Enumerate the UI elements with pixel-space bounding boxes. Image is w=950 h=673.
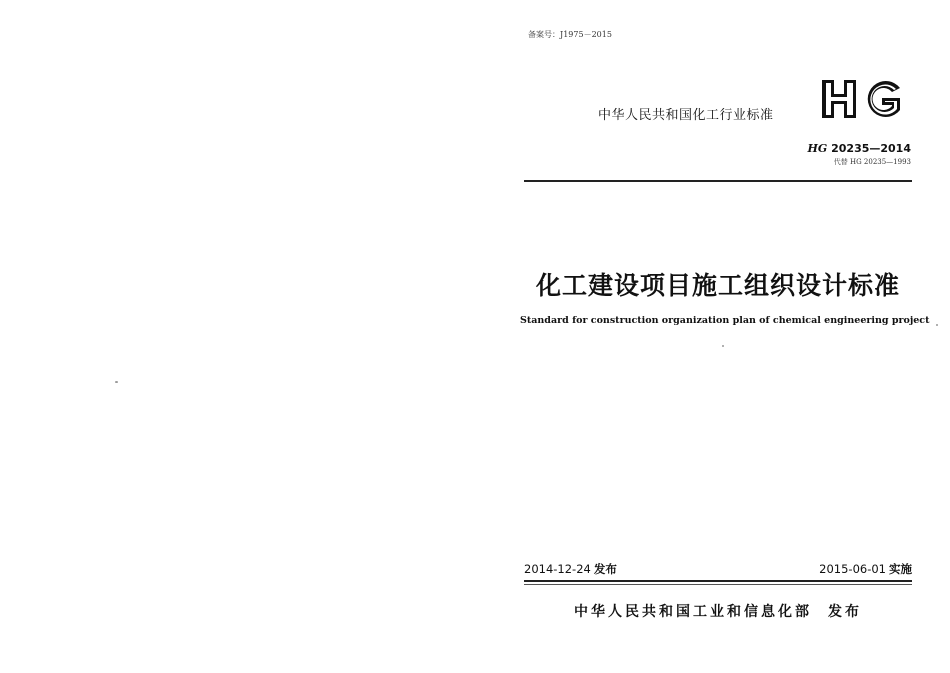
standard-type-line: 中华人民共和国化工行业标准 [598, 108, 774, 123]
standard-code-prefix: HG [807, 142, 828, 155]
scan-speck [115, 381, 118, 383]
bottom-divider-thin [524, 584, 912, 585]
publisher-action: 发布 [828, 604, 862, 620]
top-divider [524, 180, 912, 182]
effective-date [819, 561, 912, 577]
replaces-standard: 代替 HG 20235—1993 [833, 158, 911, 166]
title-chinese: 化工建设项目施工组织设计标准 [535, 271, 900, 300]
effective-date-label: 实施 [889, 562, 912, 576]
standard-code-block [807, 141, 911, 168]
scan-speck [722, 345, 724, 347]
standard-code [807, 141, 911, 157]
hg-logo-icon [820, 78, 904, 120]
publisher-name: 中华人民共和国工业和信息化部 [574, 604, 812, 620]
publisher-line [524, 601, 912, 621]
bottom-divider-thick [524, 580, 912, 582]
record-number: 备案号：J1975－2015 [528, 30, 612, 39]
title-english: Standard for construction organization plan of chemical engineering project [520, 315, 930, 326]
effective-date-value: 2015-06-01 [819, 562, 886, 576]
standard-code-number: 20235—2014 [831, 142, 911, 155]
scan-speck [936, 324, 938, 326]
date-row [524, 561, 912, 577]
issue-date-value: 2014-12-24 [524, 562, 591, 576]
issue-date [524, 561, 617, 577]
issue-date-label: 发布 [593, 562, 617, 576]
